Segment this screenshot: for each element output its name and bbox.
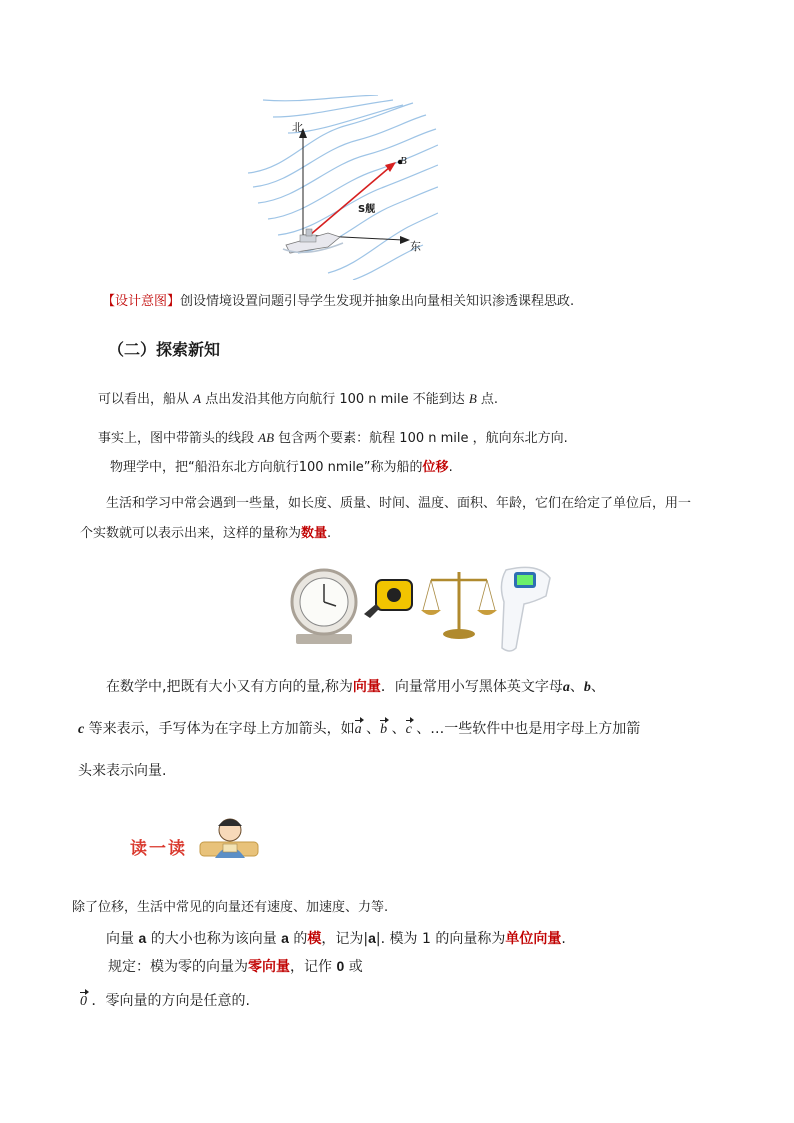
vector-c-arrow: c — [405, 722, 412, 737]
p8-text-b: ，记作 — [290, 959, 337, 975]
ship-label: S舰 — [358, 204, 376, 215]
p1-text-a: 可以看出，船从 — [98, 392, 194, 407]
p5-sep-3: 、 — [361, 721, 381, 737]
p4-text-a: 个实数就可以表示出来，这样的量称为 — [80, 526, 302, 541]
term-vector: 向量 — [352, 679, 381, 695]
vector-a-bold-1: a — [138, 930, 147, 946]
letter-b-bold: b — [583, 680, 591, 695]
section-heading: （二）探索新知 — [108, 340, 221, 359]
paragraph-4-line2 — [80, 522, 331, 541]
term-scalar: 数量 — [301, 526, 328, 541]
paragraph-7 — [106, 928, 566, 948]
term-magnitude: 模 — [307, 931, 322, 947]
p5-text-c: 等来表示，手写体为在字母上方加箭头，如 — [84, 721, 355, 737]
letter-c-bold: c — [78, 722, 85, 737]
p2-text-b: 包含两个要素：航程 100 n mile ，航向东北方向. — [274, 431, 568, 446]
vector-a-bold-3: a — [368, 930, 376, 946]
paragraph-9 — [80, 990, 250, 1010]
p7-text-a: 向量 — [106, 931, 139, 947]
vector-a-bold-2: a — [281, 930, 289, 946]
term-zero-vector: 零向量 — [248, 959, 290, 975]
paragraph-1 — [98, 388, 498, 407]
p7-text-e: |. 模为 1 的向量称为 — [375, 931, 506, 947]
design-intent-text: 创设情境设置问题引导学生发现并抽象出向量相关知识渗透课程思政. — [180, 294, 575, 309]
read-banner-title: 读一读 — [130, 839, 187, 859]
p8-text-c: 或 — [344, 959, 363, 975]
clock-icon — [292, 570, 356, 644]
p9-text-a: ．零向量的方向是任意的. — [87, 993, 250, 1009]
p5-sep-4: 、 — [387, 721, 406, 737]
tape-measure-icon — [364, 580, 412, 618]
term-unit-vector: 单位向量 — [505, 931, 562, 947]
vector-a-arrow: a — [354, 722, 362, 737]
paragraph-5-line1 — [106, 676, 605, 696]
displacement-arrow — [310, 167, 390, 235]
quantity-images-row — [288, 562, 558, 654]
p5-sep-2: 、 — [590, 679, 605, 695]
p1-text-c: 点. — [476, 392, 499, 407]
p7-text-d: ，记为| — [321, 931, 369, 947]
p7-text-c: 的 — [288, 931, 308, 947]
north-label: 北 — [292, 121, 303, 134]
letter-a-bold: a — [562, 680, 570, 695]
paragraph-5-line2 — [78, 718, 640, 738]
paragraph-8 — [108, 956, 363, 976]
p5-text-a: 在数学中,把既有大小又有方向的量,称为 — [106, 679, 353, 695]
point-b-label: B — [400, 155, 407, 167]
east-label: 东 — [410, 240, 421, 253]
design-intent — [102, 290, 574, 309]
p2-text-a: 事实上，图中带箭头的线段 — [98, 431, 259, 446]
paragraph-5-line3: 头来表示向量. — [78, 763, 167, 779]
p4-text-b: . — [327, 526, 332, 541]
p1-point-a: A — [193, 391, 202, 406]
paragraph-6: 除了位移，生活中常见的向量还有速度、加速度、力等. — [72, 900, 389, 915]
zero-vector-bold: 0 — [336, 958, 345, 974]
p3-text-b: . — [448, 460, 453, 475]
p1-text-b: 点出发沿其他方向航行 100 n mile 不能到达 — [201, 392, 469, 407]
p5-text-b: ．向量常用小写黑体英文字母 — [380, 679, 563, 695]
thermometer-gun-icon — [501, 567, 550, 651]
read-banner — [125, 812, 265, 867]
paragraph-2 — [98, 427, 568, 446]
term-displacement: 位移 — [422, 460, 449, 475]
p5-text-d: 、…一些软件中也是用字母上方加箭 — [411, 721, 641, 737]
p2-segment-ab: AB — [258, 430, 275, 445]
p1-point-b: B — [468, 391, 477, 406]
p7-text-b: 的大小也称为该向量 — [146, 931, 282, 947]
design-intent-tag: 【设计意图】 — [102, 294, 181, 309]
paragraph-4-line1: 生活和学习中常会遇到一些量，如长度、质量、时间、温度、面积、年龄，它们在给定了单位后，用一 — [106, 496, 692, 511]
paragraph-3 — [110, 456, 453, 475]
p5-sep-1: 、 — [569, 679, 584, 695]
balance-scale-icon — [421, 572, 497, 639]
east-arrow-icon — [400, 236, 410, 244]
p8-text-a: 规定：模为零的向量为 — [108, 959, 248, 975]
p3-text-a: 物理学中，把“船沿东北方向航行100 nmile”称为船的 — [110, 460, 423, 475]
vector-b-arrow: b — [380, 722, 388, 737]
zero-vector-arrow: 0 — [80, 994, 87, 1009]
ship-displacement-figure — [248, 95, 438, 280]
p7-text-f: . — [561, 931, 566, 947]
